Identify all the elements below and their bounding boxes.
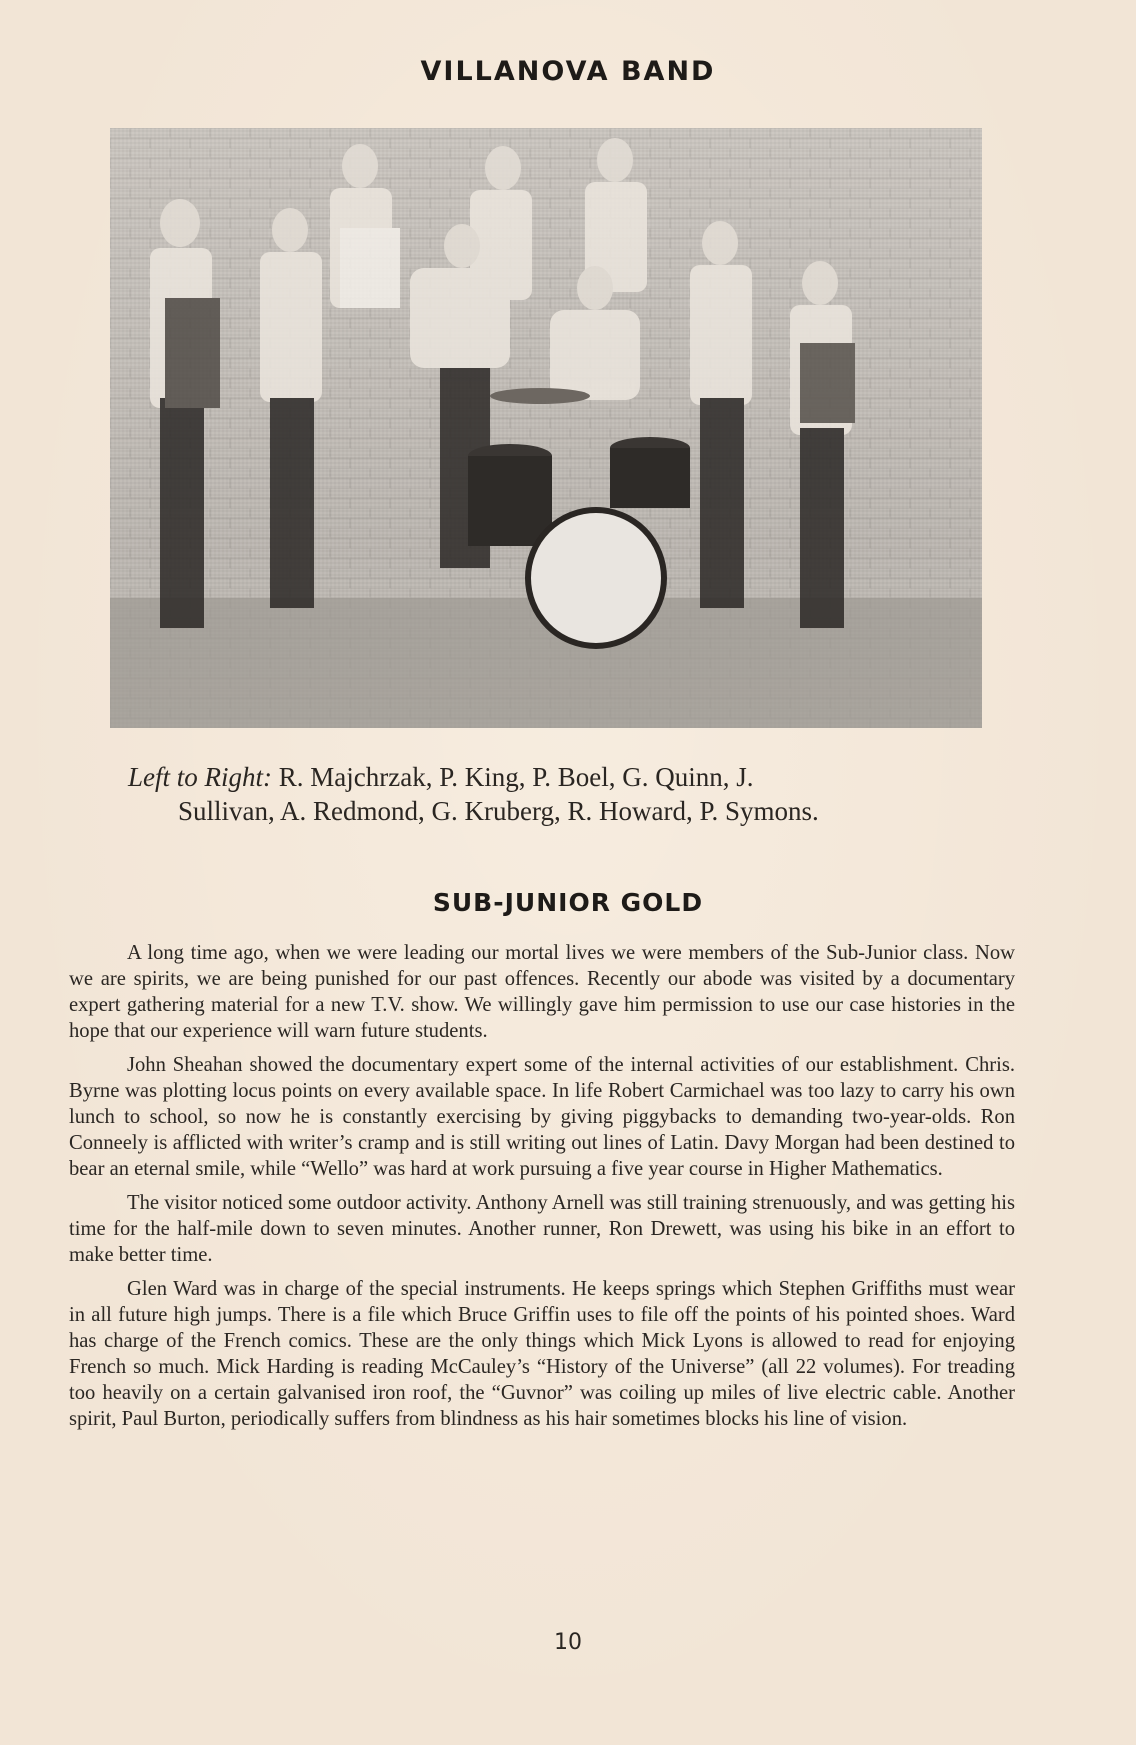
paragraph-4: Glen Ward was in charge of the special instruments. He keeps springs which Stephen Griffiths must wear in all future high jumps. There is a file which Bruce Griffin uses to file off the points of his pointed shoes. Ward has charge of the French comics. These are the only things which Mick Lyons is allowed to read for enjoying French so much. Mick Harding is reading McCauley’s “History of the Universe” (all 22 volumes). For treading too heavily on a certain galvanised iron roof, the “Guvnor” was coiling up miles of live electric cable. Another spirit, Paul Burton, periodically suffers from blindness as his hair sometimes blocks his line of vision.: [69, 1278, 1015, 1430]
paragraph-2: John Sheahan showed the documentary expert some of the internal activities of our establishment. Chris. Byrne was plotting locus points on every available space. In life Robert Carmichael was too lazy to carry his own lunch to school, so now he is constantly exercising by giving piggybacks to demanding two-year-olds. Ron Conneely is afflicted with writer’s cramp and is still writing out lines of Latin. Davy Morgan had been destined to bear an eternal smile, while “Wello” was hard at work pursuing a five year course in Higher Mathematics.: [69, 1054, 1015, 1180]
band-photo-icon: [110, 128, 982, 728]
caption-lead: Left to Right:: [128, 762, 272, 792]
photo-caption: [128, 760, 978, 828]
band-photo: [110, 128, 982, 728]
paragraph-3: The visitor noticed some outdoor activity. Anthony Arnell was still training strenuously, and was getting his time for the half-mile down to seven minutes. Another runner, Ron Drewett, was using his bike in an effort to make better time.: [69, 1192, 1015, 1266]
caption-names-line1: R. Majchrzak, P. King, P. Boel, G. Quinn, J.: [278, 762, 754, 792]
article-body: [69, 940, 1015, 1440]
caption-names-line2: Sullivan, A. Redmond, G. Kruberg, R. Howard, P. Symons.: [178, 796, 819, 826]
page-number: 10: [554, 1630, 582, 1655]
band-title: VILLANOVA BAND: [420, 56, 716, 87]
paragraph-1: A long time ago, when we were leading our mortal lives we were members of the Sub-Junior class. Now we are spirits, we are being punished for our past offences. Recently our abode was visited by a documentary expert gathering material for a new T.V. show. We willingly gave him permission to use our case histories in the hope that our experience will warn future students.: [69, 942, 1015, 1042]
section-title: SUB-JUNIOR GOLD: [432, 888, 704, 917]
